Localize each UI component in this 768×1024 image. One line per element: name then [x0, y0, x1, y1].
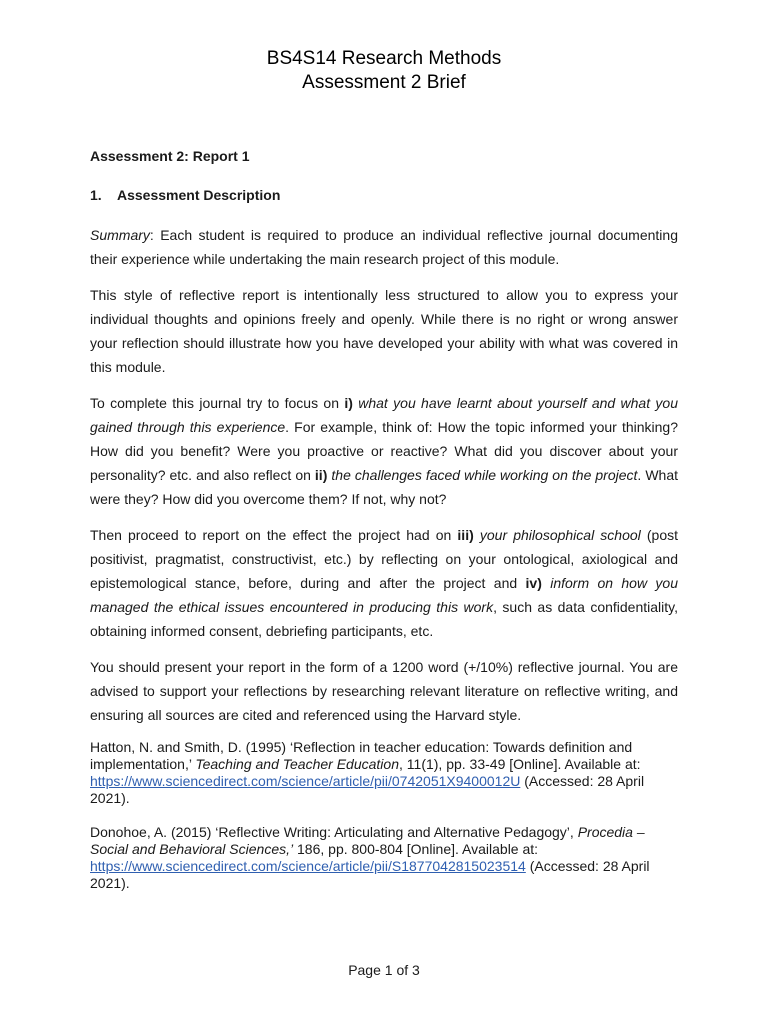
focus-text-1: To complete this journal try to focus on: [90, 395, 345, 411]
focus-paragraph: [90, 391, 678, 511]
document-title: BS4S14 Research Methods: [266, 48, 502, 69]
focus-text-2: . For example, think of: How the topic informed your thinking? How did you benefit? Were you proactive or reactive? What did you discover about your personality? etc. and also reflect on: [90, 419, 679, 483]
reference-item: [90, 739, 678, 807]
section-title: Assessment Description: [117, 187, 281, 203]
philosophy-emphasis-2: inform on how you managed the ethical issues encountered in producing this work: [90, 575, 678, 615]
focus-text-3: . What were they? How did you overcome them? If not, why not?: [90, 467, 678, 507]
document-subtitle: Assessment 2 Brief: [302, 72, 466, 93]
reference-link[interactable]: https://www.sciencedirect.com/science/article/pii/S1877042815023514: [90, 858, 526, 874]
reference-journal: Procedia – Social and Behavioral Sciences,’: [90, 824, 645, 857]
philosophy-paragraph: [90, 523, 678, 643]
reference-journal: Teaching and Teacher Education: [195, 756, 399, 772]
section-number: 1.: [90, 187, 102, 203]
reference-accessed: (Accessed: 28 April 2021).: [90, 773, 645, 806]
summary-text: : Each student is required to produce an individual reflective journal documenting their experience while undertaking the main research project of this module.: [90, 227, 678, 267]
philosophy-text-3: , such as data confidentiality, obtaining informed consent, debriefing participants, etc.: [90, 599, 679, 639]
reference-link[interactable]: https://www.sciencedirect.com/science/article/pii/0742051X9400012U: [90, 773, 521, 789]
philosophy-marker-iii: iii): [457, 527, 474, 543]
focus-emphasis-2: the challenges faced while working on the project: [331, 467, 638, 483]
format-paragraph: You should present your report in the form of a 1200 word (+/10%) reflective journal. You are advised to support your reflections by researching relevant literature on reflective writing, and ensuring all sources are cited and referenced using the Harvard style.: [90, 659, 678, 723]
page-number: Page 1 of 3: [348, 962, 420, 978]
philosophy-text-1: Then proceed to report on the effect the project had on: [90, 527, 458, 543]
document-body: [90, 146, 678, 892]
focus-marker-ii: ii): [314, 467, 328, 483]
philosophy-marker-iv: iv): [525, 575, 542, 591]
focus-emphasis-1: what you have learnt about yourself and what you gained through this experience: [90, 395, 678, 435]
reference-text: Hatton, N. and Smith, D. (1995) ‘Reflection in teacher education: Towards definition and implementation,’: [90, 739, 633, 772]
report-heading: Assessment 2: Report 1: [90, 148, 250, 164]
philosophy-text-2: (post positivist, pragmatist, constructivist, etc.) by reflecting on your ontological, axiological and epistemological stance, before, during and after the project and: [90, 527, 679, 591]
section-heading: [90, 185, 678, 205]
reference-text: , 11(1), pp. 33-49 [Online]. Available at:: [399, 756, 641, 772]
focus-marker-i: i): [344, 395, 353, 411]
style-paragraph: This style of reflective report is intentionally less structured to allow you to express your individual thoughts and opinions freely and openly. While there is no right or wrong answer your reflection should illustrate how you have developed your ability with what was covered in this module.: [90, 287, 678, 375]
reference-item: [90, 824, 678, 892]
reference-accessed: (Accessed: 28 April 2021).: [90, 858, 650, 891]
philosophy-emphasis-1: your philosophical school: [479, 527, 641, 543]
summary-paragraph: [90, 223, 678, 271]
reference-text: Donohoe, A. (2015) ‘Reflective Writing: Articulating and Alternative Pedagogy’,: [90, 824, 578, 840]
summary-label: Summary: [90, 227, 150, 243]
reference-text: 186, pp. 800-804 [Online]. Available at:: [293, 841, 539, 857]
